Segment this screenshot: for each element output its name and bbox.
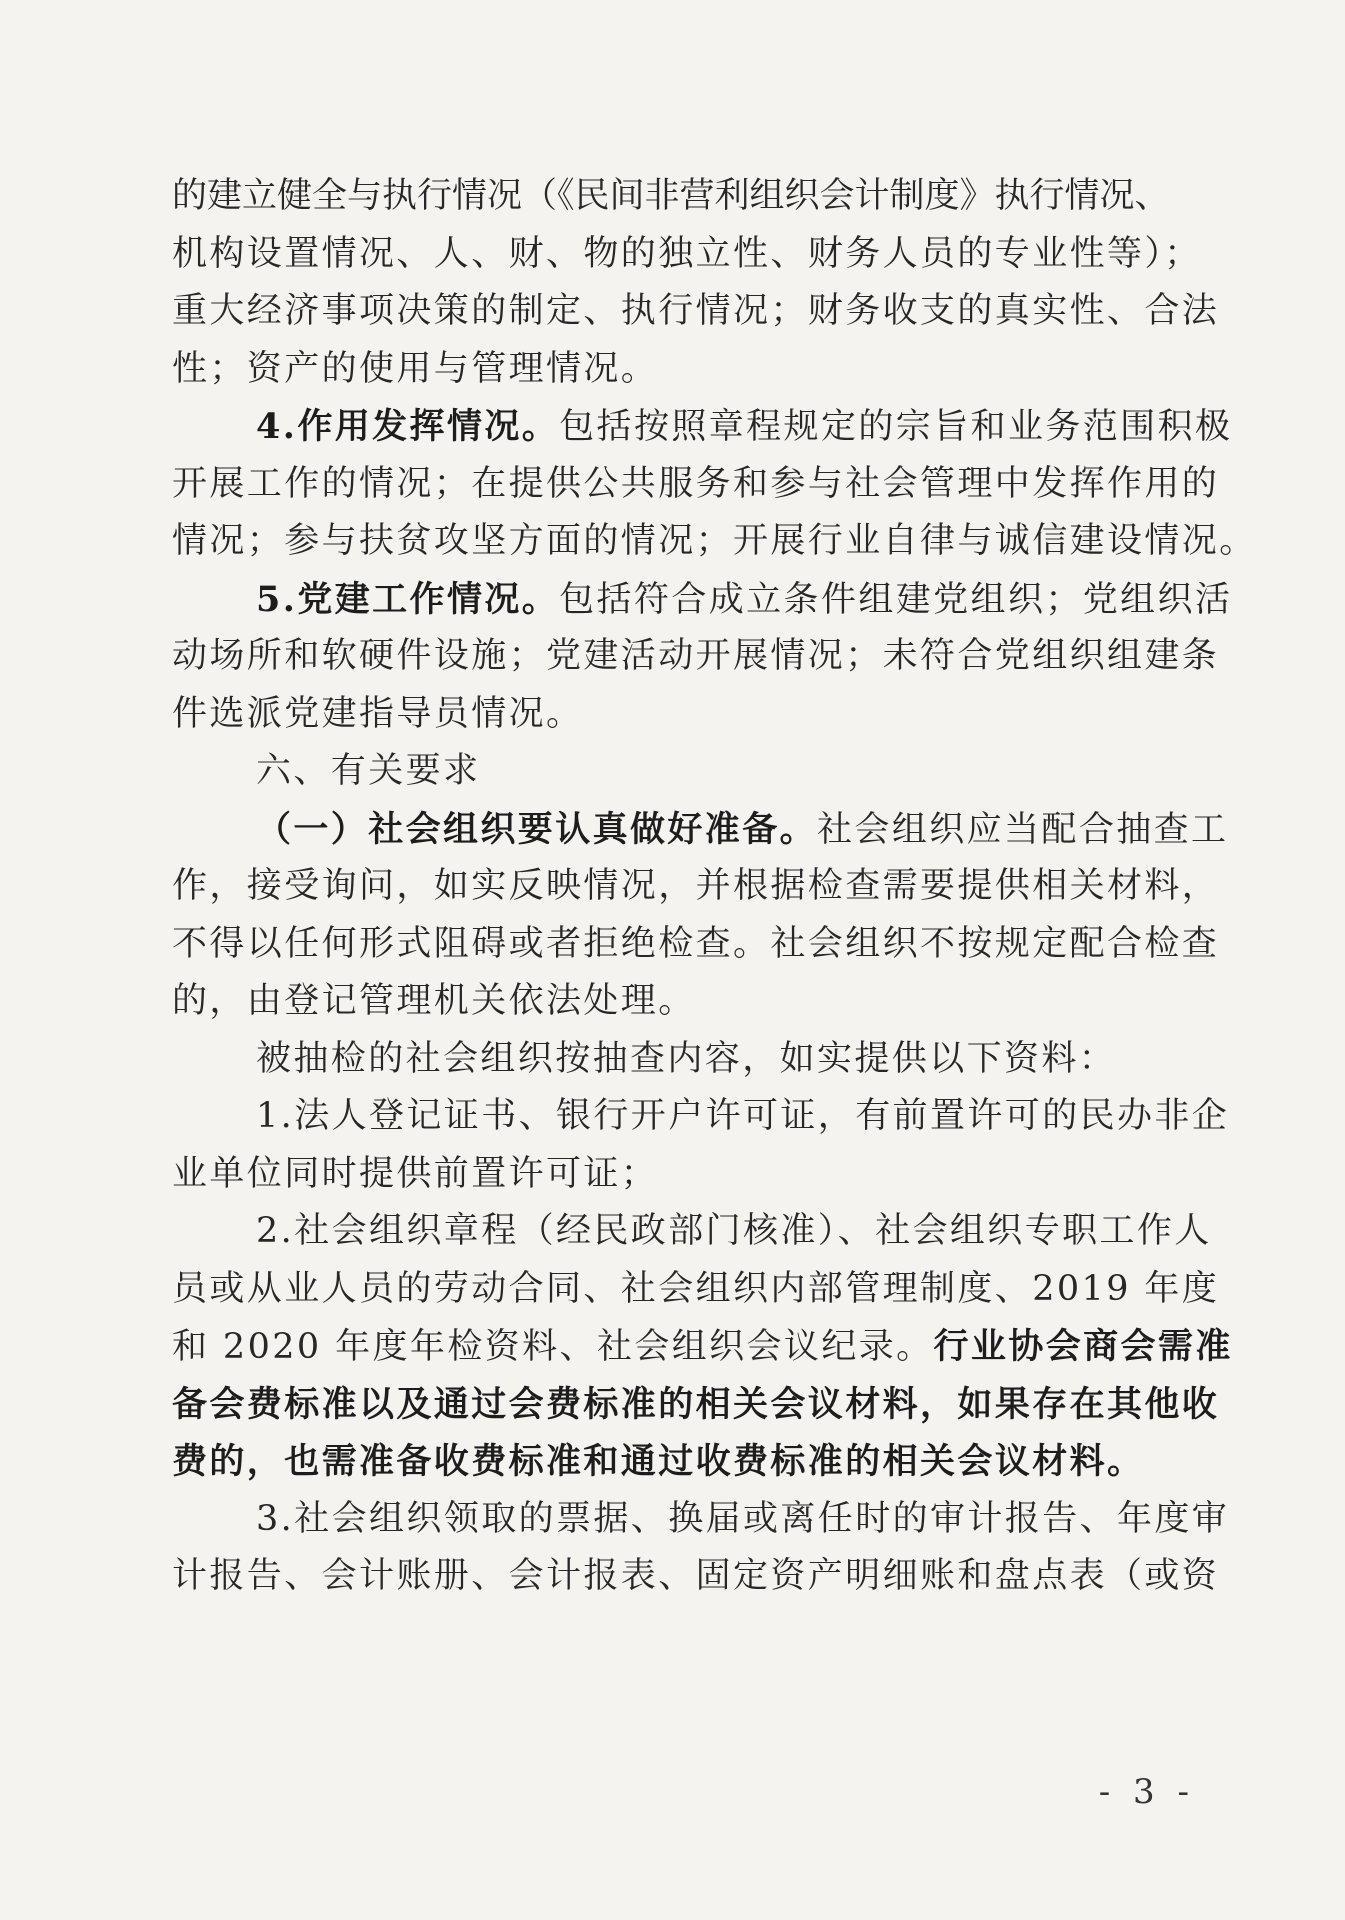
text-line: 计报告、会计账册、会计报表、固定资产明细账和盘点表（或资 [172, 1556, 1220, 1596]
paragraph-line [172, 1433, 1184, 1491]
list-item-1-first-line [172, 1088, 1230, 1146]
paragraph-line [172, 1146, 1184, 1204]
paragraph-line [172, 1548, 1220, 1606]
text-line: 包括符合成立条件组建党组织；党组织活 [559, 579, 1233, 620]
list-item-2-first-line [172, 1203, 1212, 1261]
text-line: 情况；参与扶贫攻坚方面的情况；开展行业自律与诚信建设情况。 [172, 521, 1257, 561]
text-line: 重大经济事项决策的制定、执行情况；财务收支的真实性、合法 [172, 291, 1220, 331]
item-5-first-line [172, 571, 1233, 629]
paragraph-line [172, 1318, 1233, 1376]
text-line: 机构设置情况、人、财、物的独立性、财务人员的专业性等）； [172, 233, 1202, 274]
paragraph-line [172, 916, 1220, 974]
section-heading: 六、有关要求 [256, 751, 481, 791]
text-line: 包括按照章程规定的宗旨和业务范围积极 [559, 407, 1233, 447]
text-line: 2.社会组织章程（经民政部门核准）、社会组织专职工作人 [256, 1211, 1212, 1251]
bold-text: 行业协会商会需准 [933, 1326, 1233, 1367]
paragraph-line [172, 283, 1220, 341]
text-line: 开展工作的情况；在提供公共服务和参与社会管理中发挥作用的 [172, 463, 1220, 504]
item-4-first-line [172, 398, 1233, 456]
text-line: 的建立健全与执行情况（《民间非营利组织会计制度》执行情况、 [172, 176, 1170, 216]
text-line: 1.法人登记证书、银行开户许可证，有前置许可的民办非企 [256, 1096, 1230, 1136]
paragraph-line [172, 341, 1184, 399]
paragraph-line [172, 973, 1184, 1031]
paragraph-line [172, 226, 1202, 284]
text-line: 动场所和软硬件设施；党建活动开展情况；未符合党组织组建条 [172, 636, 1220, 676]
paragraph-line [172, 168, 1184, 226]
section-6-heading [172, 743, 1184, 801]
paragraph-line [172, 628, 1220, 686]
text-line: 性；资产的使用与管理情况。 [172, 348, 659, 389]
subsection-1-heading: （一）社会组织要认真做好准备。 [256, 808, 818, 850]
page-number: - 3 - [1098, 1772, 1195, 1812]
paragraph-line [172, 858, 1220, 916]
item-4-heading: 4.作用发挥情况。 [256, 406, 560, 447]
text-line: 作，接受询问，如实反映情况，并根据检查需要提供相关材料， [172, 866, 1220, 906]
item-5-heading: 5.党建工作情况。 [256, 578, 560, 620]
paragraph-line [172, 686, 1184, 744]
text-line: 不得以任何形式阻碍或者拒绝检查。社会组织不按规定配合检查 [172, 923, 1220, 964]
paragraph-line [172, 1261, 1220, 1319]
text-line: 被抽检的社会组织按抽查内容，如实提供以下资料： [256, 1038, 1117, 1079]
text-line: 员或从业人员的劳动合同、社会组织内部管理制度、2019 年度 [172, 1268, 1220, 1309]
text-line: 件选派党建指导员情况。 [172, 693, 584, 734]
bold-text: 费的，也需准备收费标准和通过收费标准的相关会议材料。 [172, 1441, 1145, 1482]
bold-text: 备会费标准以及通过会费标准的相关会议材料，如果存在其他收 [172, 1383, 1220, 1425]
text-line: 社会组织应当配合抽查工 [817, 809, 1229, 850]
text-line: 的，由登记管理机关依法处理。 [172, 981, 696, 1021]
document-body [172, 168, 1257, 1606]
paragraph-line [172, 456, 1220, 514]
provide-intro-line [172, 1031, 1184, 1089]
paragraph-line [172, 1376, 1220, 1434]
subsection-1-first-line [172, 801, 1229, 859]
text-line: 业单位同时提供前置许可证； [172, 1153, 659, 1194]
text-line: 和 2020 年度年检资料、社会组织会议纪录。 [172, 1327, 934, 1367]
text-line: 3.社会组织领取的票据、换届或离任时的审计报告、年度审 [256, 1498, 1230, 1539]
paragraph-line [172, 513, 1257, 571]
list-item-3-first-line [172, 1491, 1230, 1549]
